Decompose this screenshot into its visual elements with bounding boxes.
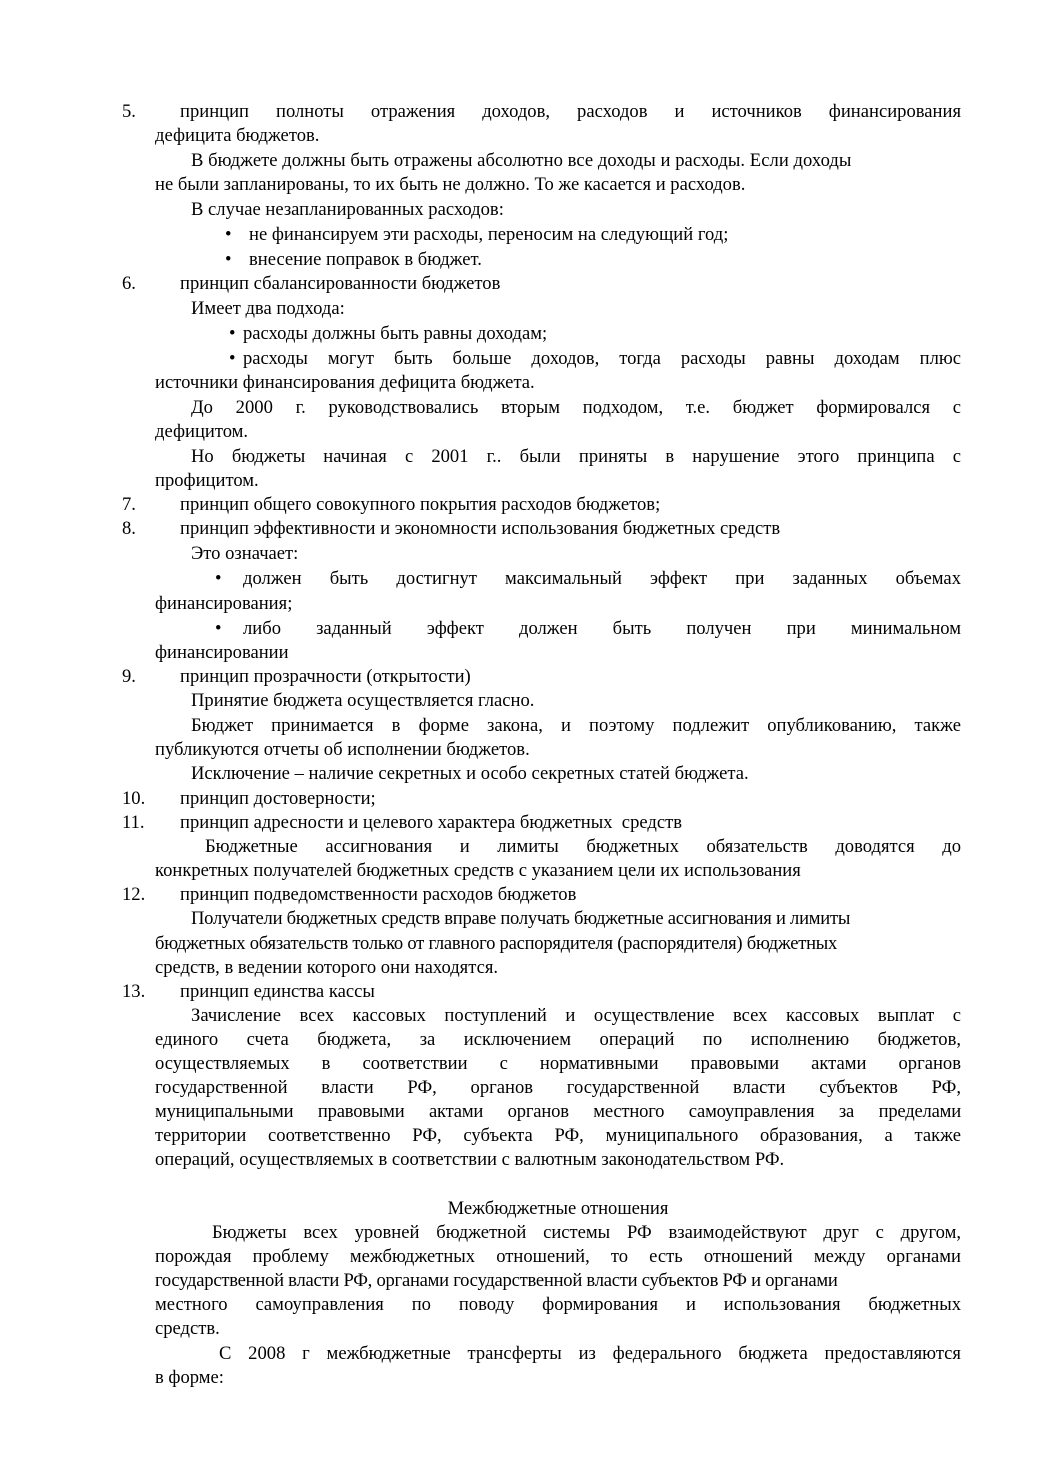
text-line: государственной власти РФ, органами государственной власти субъектов РФ и органами — [155, 1270, 838, 1291]
text-line: принцип полноты отражения доходов, расходов и источников финансирования — [180, 101, 961, 122]
text-line: Принятие бюджета осуществляется гласно. — [191, 690, 535, 711]
item-number: 12. — [122, 884, 146, 905]
text-line: расходы должны быть равны доходам; — [243, 323, 548, 344]
text-line: дефицитом. — [155, 421, 249, 442]
text-line: Бюджет принимается в форме закона, и поэтому подлежит опубликованию, также — [191, 715, 961, 736]
item-number: 9. — [122, 666, 136, 687]
text-line: До 2000 г. руководствовались вторым подходом, т.е. бюджет формировался с — [191, 397, 961, 418]
text-line: не финансируем эти расходы, переносим на следующий год; — [249, 224, 729, 245]
text-line: принцип адресности и целевого характера бюджетных средств — [180, 812, 682, 833]
text-line: конкретных получателей бюджетных средств с указанием цели их использования — [155, 860, 801, 881]
text-line: либо заданный эффект должен быть получен при минимальном — [243, 618, 961, 639]
bullet-icon: • — [215, 618, 222, 639]
text-line: дефицита бюджетов. — [155, 125, 320, 146]
text-line: осуществляемых в соответствии с нормативными правовыми актами органов — [155, 1053, 961, 1074]
bullet-icon: • — [225, 224, 232, 245]
section-heading: Межбюджетные отношения — [447, 1198, 669, 1219]
item-number: 5. — [122, 101, 136, 122]
text-line: расходы могут быть больше доходов, тогда расходы равны доходам плюс — [243, 348, 961, 369]
text-line: единого счета бюджета, за исключением операций по исполнению бюджетов, — [155, 1029, 961, 1050]
item-number: 6. — [122, 273, 136, 294]
item-number: 7. — [122, 494, 136, 515]
text-line: финансировании — [155, 642, 289, 663]
text-line: в форме: — [155, 1367, 224, 1388]
text-line: Получатели бюджетных средств вправе получать бюджетные ассигнования и лимиты — [191, 908, 851, 929]
text-line: Исключение – наличие секретных и особо секретных статей бюджета. — [191, 763, 749, 784]
text-line: публикуются отчеты об исполнении бюджетов. — [155, 739, 530, 760]
text-line: средств. — [155, 1318, 220, 1339]
text-line: Имеет два подхода: — [191, 298, 345, 319]
text-line: принцип эффективности и экономности использования бюджетных средств — [180, 518, 781, 539]
text-line: принцип единства кассы — [180, 981, 375, 1002]
text-line: Бюджеты всех уровней бюджетной системы РФ взаимодействуют друг с другом, — [212, 1222, 961, 1243]
text-line: источники финансирования дефицита бюджета. — [155, 372, 535, 393]
bullet-icon: • — [225, 249, 232, 270]
text-line: государственной власти РФ, органов государственной власти субъектов РФ, — [155, 1077, 961, 1098]
item-number: 13. — [122, 981, 146, 1002]
text-line: принцип достоверности; — [180, 788, 376, 809]
bullet-icon: • — [229, 348, 236, 369]
text-line: операций, осуществляемых в соответствии с валютным законодательством РФ. — [155, 1149, 785, 1170]
bullet-icon: • — [229, 323, 236, 344]
text-line: В бюджете должны быть отражены абсолютно все доходы и расходы. Если доходы — [191, 150, 852, 171]
text-line: должен быть достигнут максимальный эффект при заданных объемах — [243, 568, 961, 589]
text-line: В случае незапланированных расходов: — [191, 199, 504, 220]
text-line: Это означает: — [191, 543, 299, 564]
text-line: финансирования; — [155, 593, 293, 614]
text-line: принцип общего совокупного покрытия расходов бюджетов; — [180, 494, 661, 515]
text-line: принцип подведомственности расходов бюджетов — [180, 884, 577, 905]
item-number: 10. — [122, 788, 146, 809]
text-line: профицитом. — [155, 470, 259, 491]
text-line: С 2008 г межбюджетные трансферты из федерального бюджета предоставляются — [219, 1343, 961, 1364]
text-line: внесение поправок в бюджет. — [249, 249, 482, 270]
item-number: 11. — [122, 812, 145, 833]
text-line: Зачисление всех кассовых поступлений и осуществление всех кассовых выплат с — [191, 1005, 961, 1026]
bullet-icon: • — [215, 568, 222, 589]
text-line: муниципальными правовыми актами органов местного самоуправления за пределами — [155, 1101, 961, 1122]
text-line: местного самоуправления по поводу формирования и использования бюджетных — [155, 1294, 961, 1315]
text-line: принцип прозрачности (открытости) — [180, 666, 471, 687]
text-line: принцип сбалансированности бюджетов — [180, 273, 501, 294]
text-line: Но бюджеты начиная с 2001 г.. были приняты в нарушение этого принципа с — [191, 446, 961, 467]
text-line: бюджетных обязательств только от главного распорядителя (распорядителя) бюджетных — [155, 933, 838, 954]
text-line: Бюджетные ассигнования и лимиты бюджетных обязательств доводятся до — [205, 836, 961, 857]
text-line: территории соответственно РФ, субъекта РФ, муниципального образования, а также — [155, 1125, 961, 1146]
text-line: средств, в ведении которого они находятся. — [155, 957, 499, 978]
text-line: не были запланированы, то их быть не должно. То же касается и расходов. — [155, 174, 746, 195]
text-line: порождая проблему межбюджетных отношений, то есть отношений между органами — [155, 1246, 961, 1267]
item-number: 8. — [122, 518, 136, 539]
